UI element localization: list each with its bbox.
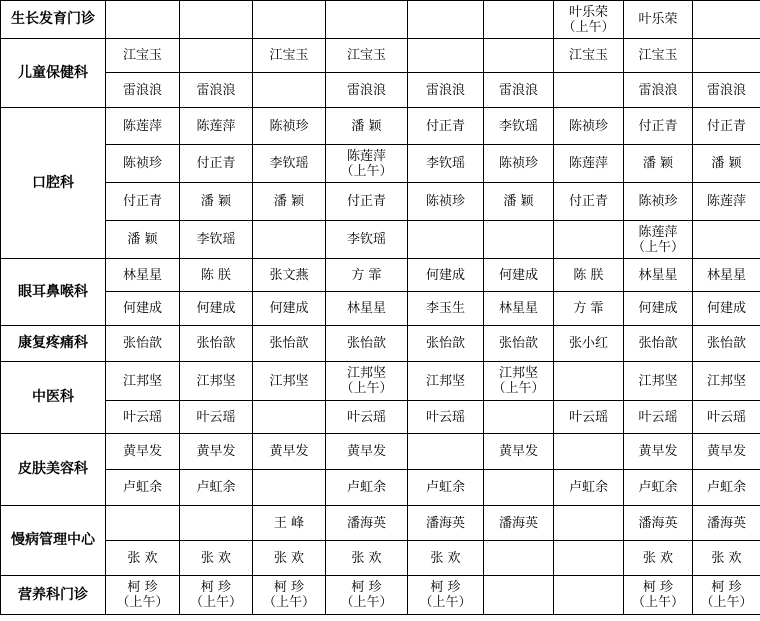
schedule-cell: 张怡歆: [408, 326, 484, 362]
schedule-cell: 张 欢: [326, 541, 408, 576]
schedule-cell: 黄早发: [106, 434, 180, 470]
schedule-cell: 林星星: [326, 292, 408, 326]
schedule-cell: 黄早发: [624, 434, 693, 470]
session-note: （上午）: [419, 595, 472, 610]
schedule-cell: 雷浪浪: [180, 73, 253, 108]
schedule-cell: 潘 颖: [693, 145, 760, 183]
schedule-row: [1, 326, 760, 362]
schedule-cell: 江邦坚: [624, 362, 693, 401]
schedule-row: [1, 434, 760, 470]
schedule-cell: 陈祯珍: [484, 145, 554, 183]
schedule-cell: 张 欢: [408, 541, 484, 576]
schedule-cell: 雷浪浪: [693, 73, 760, 108]
schedule-row: [1, 541, 760, 576]
schedule-cell: 陈莲萍: [180, 108, 253, 145]
schedule-cell: 黄早发: [484, 434, 554, 470]
schedule-cell: [408, 434, 484, 470]
schedule-cell: 潘海英: [408, 506, 484, 541]
schedule-cell: 卢虹余: [624, 470, 693, 506]
department-name-tcm: 中医科: [1, 362, 106, 434]
schedule-cell: [624, 576, 693, 615]
schedule-cell: 张文燕: [253, 259, 326, 292]
schedule-cell: 黄早发: [693, 434, 760, 470]
schedule-cell: 付正青: [106, 183, 180, 221]
schedule-cell: [326, 362, 408, 401]
schedule-cell: 潘 颖: [326, 108, 408, 145]
schedule-cell: 何建成: [693, 292, 760, 326]
schedule-cell: 付正青: [408, 108, 484, 145]
schedule-cell: 李钦瑶: [180, 221, 253, 259]
schedule-cell: 叶云瑶: [693, 401, 760, 434]
schedule-cell: [554, 362, 624, 401]
schedule-cell: [554, 576, 624, 615]
schedule-cell: 叶云瑶: [326, 401, 408, 434]
schedule-cell: [554, 1, 624, 39]
schedule-cell: 雷浪浪: [624, 73, 693, 108]
schedule-cell: 陈祯珍: [106, 145, 180, 183]
schedule-cell: 潘海英: [693, 506, 760, 541]
schedule-cell: [484, 401, 554, 434]
doctor-name: 陈莲萍: [346, 148, 386, 164]
doctor-name: 柯 珍: [200, 580, 232, 595]
schedule-cell: [180, 39, 253, 73]
department-name-rehab-pain: 康复疼痛科: [1, 326, 106, 362]
schedule-cell: 雷浪浪: [106, 73, 180, 108]
schedule-cell: 李钦瑶: [408, 145, 484, 183]
schedule-cell: [484, 1, 554, 39]
department-name-child-care: 儿童保健科: [1, 39, 106, 108]
schedule-cell: [253, 401, 326, 434]
doctor-name: 江邦坚: [346, 366, 386, 381]
schedule-cell: [484, 576, 554, 615]
session-note: （上午）: [631, 239, 684, 255]
schedule-cell: [253, 73, 326, 108]
doctor-name: 柯 珍: [430, 580, 461, 595]
schedule-cell: [253, 576, 326, 615]
schedule-cell: 王 峰: [253, 506, 326, 541]
schedule-cell: 叶云瑶: [624, 401, 693, 434]
schedule-cell: 张 欢: [180, 541, 253, 576]
schedule-cell: 潘海英: [326, 506, 408, 541]
schedule-row: [1, 292, 760, 326]
schedule-cell: [408, 576, 484, 615]
schedule-cell: [180, 1, 253, 39]
schedule-cell: [408, 39, 484, 73]
session-note: （上午）: [340, 381, 393, 396]
schedule-cell: [326, 576, 408, 615]
schedule-cell: [484, 470, 554, 506]
doctor-name: 陈莲萍: [638, 224, 678, 240]
schedule-cell: 林星星: [106, 259, 180, 292]
schedule-cell: 林星星: [624, 259, 693, 292]
schedule-cell: [693, 1, 760, 39]
schedule-row: [1, 73, 760, 108]
schedule-cell: 卢虹余: [326, 470, 408, 506]
schedule-cell: 张怡歆: [484, 326, 554, 362]
schedule-cell: [253, 221, 326, 259]
schedule-row: [1, 221, 760, 259]
schedule-cell: [106, 506, 180, 541]
schedule-cell: 江宝玉: [624, 39, 693, 73]
schedule-cell: [326, 1, 408, 39]
schedule-cell: 方 霏: [554, 292, 624, 326]
schedule-row: [1, 401, 760, 434]
schedule-cell: 陈祯珍: [554, 108, 624, 145]
schedule-cell: [484, 221, 554, 259]
schedule-cell: 黄早发: [180, 434, 253, 470]
schedule-cell: 叶云瑶: [180, 401, 253, 434]
session-note: （上午）: [116, 595, 169, 610]
schedule-cell: 李钦瑶: [326, 221, 408, 259]
schedule-cell: [693, 39, 760, 73]
schedule-cell: [106, 1, 180, 39]
schedule-cell: 何建成: [180, 292, 253, 326]
schedule-cell: 陈莲萍: [106, 108, 180, 145]
schedule-cell: 陈祯珍: [253, 108, 326, 145]
schedule-cell: 李钦瑶: [253, 145, 326, 183]
schedule-cell: 张 欢: [693, 541, 760, 576]
schedule-cell: 江邦坚: [253, 362, 326, 401]
schedule-cell: [408, 221, 484, 259]
schedule-cell: 卢虹余: [180, 470, 253, 506]
schedule-cell: [693, 221, 760, 259]
schedule-cell: 陈莲萍: [554, 145, 624, 183]
schedule-cell: 江邦坚: [408, 362, 484, 401]
schedule-cell: 潘 颖: [253, 183, 326, 221]
doctor-name: 柯 珍: [273, 580, 305, 595]
session-note: （上午）: [562, 19, 615, 35]
session-note: （上午）: [700, 595, 753, 610]
schedule-cell: 方 霏: [326, 259, 408, 292]
doctor-name: 柯 珍: [642, 580, 674, 595]
doctor-name: 柯 珍: [711, 580, 742, 595]
schedule-cell: 何建成: [106, 292, 180, 326]
schedule-cell: 陈祯珍: [408, 183, 484, 221]
schedule-cell: 雷浪浪: [326, 73, 408, 108]
schedule-row: [1, 108, 760, 145]
schedule-cell: 付正青: [326, 183, 408, 221]
schedule-row: [1, 1, 760, 39]
schedule-cell: 雷浪浪: [408, 73, 484, 108]
schedule-cell: 林星星: [693, 259, 760, 292]
schedule-cell: 叶云瑶: [106, 401, 180, 434]
doctor-name: 柯 珍: [351, 580, 382, 595]
schedule-cell: 付正青: [624, 108, 693, 145]
schedule-row: [1, 259, 760, 292]
schedule-cell: 张怡歆: [693, 326, 760, 362]
schedule-row: [1, 39, 760, 73]
session-note: （上午）: [631, 595, 684, 610]
schedule-cell: [408, 1, 484, 39]
schedule-cell: 陈 朕: [180, 259, 253, 292]
schedule-cell: 江邦坚: [106, 362, 180, 401]
schedule-row: [1, 576, 760, 615]
schedule-cell: 江宝玉: [554, 39, 624, 73]
schedule-row: [1, 470, 760, 506]
schedule-cell: 张怡歆: [180, 326, 253, 362]
schedule-cell: 叶云瑶: [408, 401, 484, 434]
schedule-cell: [253, 470, 326, 506]
schedule-cell: 江宝玉: [253, 39, 326, 73]
schedule-cell: [484, 362, 554, 401]
schedule-cell: [554, 221, 624, 259]
schedule-cell: [253, 1, 326, 39]
schedule-cell: 卢虹余: [554, 470, 624, 506]
schedule-cell: 张怡歆: [253, 326, 326, 362]
schedule-cell: 江宝玉: [326, 39, 408, 73]
doctor-name: 叶乐荣: [568, 4, 608, 20]
schedule-cell: 李钦瑶: [484, 108, 554, 145]
schedule-cell: [693, 576, 760, 615]
schedule-cell: 付正青: [180, 145, 253, 183]
session-note: （上午）: [262, 595, 315, 610]
session-note: （上午）: [492, 381, 545, 396]
schedule-cell: [484, 541, 554, 576]
schedule-cell: 黄早发: [326, 434, 408, 470]
department-name-growth-clinic: 生长发育门诊: [1, 1, 106, 39]
schedule-row: [1, 145, 760, 183]
schedule-cell: 潘 颖: [484, 183, 554, 221]
schedule-cell: 江宝玉: [106, 39, 180, 73]
schedule-cell: 卢虹余: [106, 470, 180, 506]
schedule-cell: 卢虹余: [693, 470, 760, 506]
schedule-cell: 潘 颖: [180, 183, 253, 221]
schedule-cell: 叶乐荣: [624, 1, 693, 39]
department-name-dermatology: 皮肤美容科: [1, 434, 106, 506]
schedule-cell: 何建成: [408, 259, 484, 292]
schedule-cell: 潘海英: [624, 506, 693, 541]
schedule-row: [1, 183, 760, 221]
session-note: （上午）: [340, 595, 393, 610]
schedule-body: [1, 1, 760, 615]
schedule-cell: 何建成: [253, 292, 326, 326]
schedule-cell: 卢虹余: [408, 470, 484, 506]
schedule-cell: 陈祯珍: [624, 183, 693, 221]
schedule-row: [1, 506, 760, 541]
schedule-cell: 雷浪浪: [484, 73, 554, 108]
schedule-cell: 叶云瑶: [554, 401, 624, 434]
doctor-name: 江邦坚: [498, 366, 538, 381]
schedule-cell: [554, 506, 624, 541]
schedule-cell: 潘海英: [484, 506, 554, 541]
schedule-cell: 张怡歆: [326, 326, 408, 362]
schedule-cell: 付正青: [554, 183, 624, 221]
schedule-cell: [180, 506, 253, 541]
schedule-cell: [106, 576, 180, 615]
department-name-chronic-care: 慢病管理中心: [1, 506, 106, 576]
schedule-cell: [554, 434, 624, 470]
schedule-cell: 何建成: [484, 259, 554, 292]
schedule-cell: 李玉生: [408, 292, 484, 326]
schedule-cell: [624, 221, 693, 259]
doctor-name: 柯 珍: [127, 580, 158, 595]
schedule-row: [1, 362, 760, 401]
schedule-cell: [554, 541, 624, 576]
schedule-cell: 江邦坚: [180, 362, 253, 401]
schedule-cell: 张 欢: [253, 541, 326, 576]
department-name-ent: 眼耳鼻喉科: [1, 259, 106, 326]
schedule-cell: 付正青: [693, 108, 760, 145]
schedule-cell: 张 欢: [106, 541, 180, 576]
department-name-dental: 口腔科: [1, 108, 106, 259]
schedule-cell: 江邦坚: [693, 362, 760, 401]
schedule-cell: 黄早发: [253, 434, 326, 470]
session-note: （上午）: [340, 163, 393, 179]
schedule-cell: 陈莲萍: [693, 183, 760, 221]
schedule-cell: 张怡歆: [624, 326, 693, 362]
schedule-cell: [180, 576, 253, 615]
schedule-cell: [326, 145, 408, 183]
schedule-cell: 潘 颖: [624, 145, 693, 183]
schedule-cell: [554, 73, 624, 108]
schedule-cell: 潘 颖: [106, 221, 180, 259]
session-note: （上午）: [189, 595, 242, 610]
department-name-nutrition: 营养科门诊: [1, 576, 106, 615]
schedule-cell: 张怡歆: [106, 326, 180, 362]
schedule-cell: [484, 39, 554, 73]
schedule-cell: 陈 朕: [554, 259, 624, 292]
schedule-cell: 张小红: [554, 326, 624, 362]
schedule-cell: 张 欢: [624, 541, 693, 576]
schedule-cell: 林星星: [484, 292, 554, 326]
schedule-cell: 何建成: [624, 292, 693, 326]
